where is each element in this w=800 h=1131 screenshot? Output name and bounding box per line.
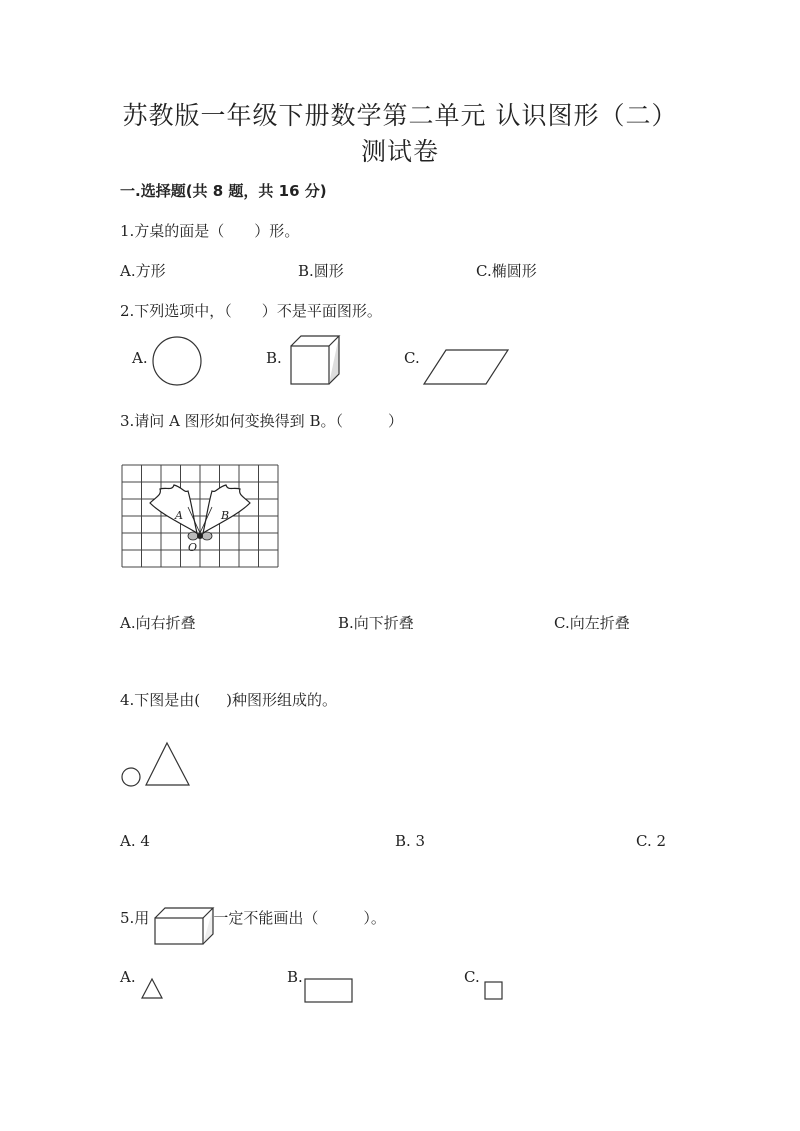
question-3-option-a[interactable]: A.向右折叠 [120,614,196,632]
petal-a-shape [150,485,197,533]
figure-label-b: B [221,509,230,522]
question-3-option-b[interactable]: B.向下折叠 [338,614,414,632]
square-icon [482,979,508,1003]
figure-label-o: O [188,541,198,554]
triangle-icon [140,977,166,1001]
grid-figure [122,465,278,569]
question-5-option-b[interactable]: B. [287,968,303,986]
question-4-option-a[interactable]: A. 4 [120,832,150,850]
question-1-option-c[interactable]: C.椭圆形 [476,262,537,280]
question-4-text [120,689,337,710]
question-2-text: 2.下列选项中，（ ）不是平面图形。 [120,302,382,320]
question-5-text-after: 一定不能画出（ ）。 [213,909,386,927]
question-2-option-c[interactable]: C. [404,349,420,367]
question-3-text: 3.请问 A 图形如何变换得到 B。（ ） [120,412,403,430]
rectangle-icon [303,977,355,1005]
page-title: 苏教版一年级下册数学第二单元 认识图形（二） [122,101,678,130]
page-subtitle: 测试卷 [360,137,439,166]
question-2-option-a[interactable]: A. [132,349,148,367]
question-1-text: 1.方桌的面是（ ）形。 [120,222,300,240]
question-4-option-c[interactable]: C. 2 [636,832,667,850]
circle-triangle-figure [120,740,194,790]
question-4-option-b[interactable]: B. 3 [395,832,426,850]
question-3-option-c[interactable]: C.向左折叠 [554,614,630,632]
question-5-option-a[interactable]: A. [120,968,136,986]
circle-icon [150,333,204,387]
question-4-text-before: 4.下图是由( [120,691,201,709]
question-1-option-b[interactable]: B.圆形 [298,262,344,280]
parallelogram-icon [420,346,512,386]
figure-label-a: A [175,509,183,522]
question-1-option-a[interactable]: A.方形 [120,262,166,280]
question-5-text-before: 5.用 [120,909,150,927]
section-heading: 一.选择题(共 8 题，共 16 分) [120,182,327,200]
question-5-option-c[interactable]: C. [464,968,480,986]
cuboid-icon [153,906,217,946]
cube-icon [286,332,346,388]
question-2-option-b[interactable]: B. [266,349,282,367]
question-4-text-after: )种图形组成的。 [226,691,338,709]
